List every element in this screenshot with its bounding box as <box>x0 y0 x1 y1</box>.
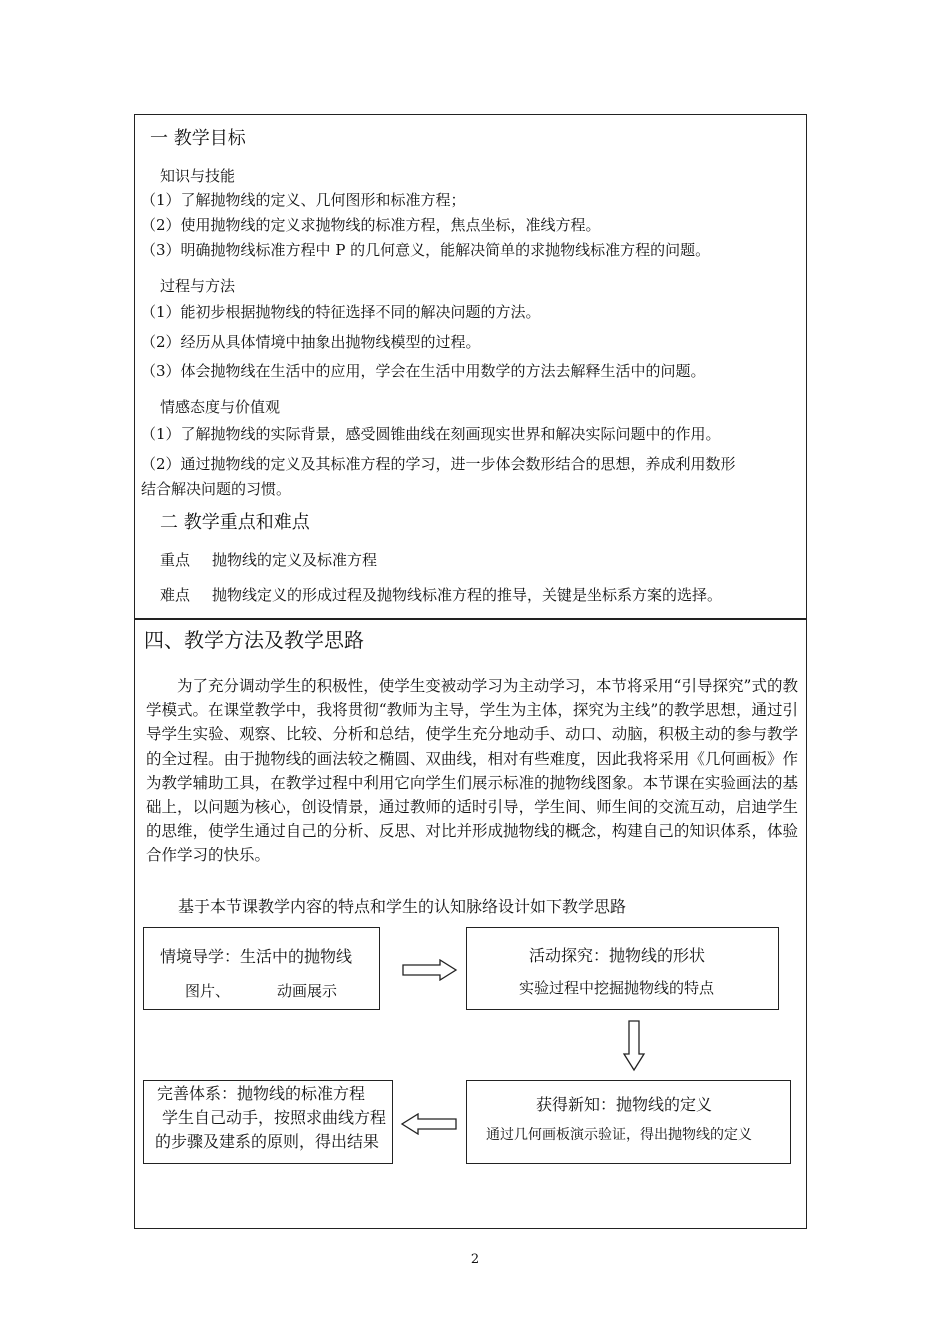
flow-box-new-knowledge-title: 获得新知：抛物线的定义 <box>536 1095 713 1114</box>
process-item: （1）能初步根据抛物线的特征选择不同的解决问题的方法。 <box>141 303 541 321</box>
section2-heading: 二 教学重点和难点 <box>160 512 310 533</box>
page-number: 2 <box>470 1252 480 1267</box>
emotion-item: 结合解决问题的习惯。 <box>141 480 292 498</box>
flow-box-activity-sub: 实验过程中挖掘抛物线的特点 <box>519 979 715 997</box>
flow-box-situation-title: 情境导学：生活中的抛物线 <box>160 947 353 966</box>
difficulty-label: 难点 <box>160 586 191 604</box>
key-point-text: 抛物线的定义及标准方程 <box>212 551 378 569</box>
section1-heading: 一 教学目标 <box>150 128 246 149</box>
difficulty-text: 抛物线定义的形成过程及抛物线标准方程的推导，关键是坐标系方案的选择。 <box>212 586 723 604</box>
arrow-right-icon <box>402 959 458 981</box>
key-point-label: 重点 <box>160 551 191 569</box>
knowledge-item: （1）了解抛物线的定义、几何图形和标准方程； <box>141 191 466 209</box>
emotion-item: （2）通过抛物线的定义及其标准方程的学习，进一步体会数形结合的思想，养成利用数形 <box>141 455 736 473</box>
flow-box-system-line3: 的步骤及建系的原则，得出结果 <box>155 1132 380 1151</box>
flow-box-system-line1: 完善体系：抛物线的标准方程 <box>157 1084 366 1103</box>
knowledge-title: 知识与技能 <box>160 167 236 185</box>
flow-intro: 基于本节课教学内容的特点和学生的认知脉络设计如下教学思路 <box>178 897 627 916</box>
arrow-left-icon <box>400 1113 458 1135</box>
process-title: 过程与方法 <box>160 277 236 295</box>
flow-box-situation-sub-b: 动画展示 <box>277 982 338 1000</box>
section4-heading: 四、教学方法及教学思路 <box>144 628 364 652</box>
process-item: （3）体会抛物线在生活中的应用，学会在生活中用数学的方法去解释生活中的问题。 <box>141 362 706 380</box>
flow-box-new-knowledge <box>466 1080 791 1164</box>
flow-box-new-knowledge-sub: 通过几何画板演示验证，得出抛物线的定义 <box>486 1127 752 1143</box>
emotion-item: （1）了解抛物线的实际背景，感受圆锥曲线在刻画现实世界和解决实际问题中的作用。 <box>141 425 721 443</box>
emotion-title: 情感态度与价值观 <box>160 398 281 416</box>
flow-box-system-line2: 学生自己动手，按照求曲线方程 <box>162 1108 387 1127</box>
arrow-down-icon <box>622 1020 646 1072</box>
knowledge-item: （2）使用抛物线的定义求抛物线的标准方程，焦点坐标，准线方程。 <box>141 216 601 234</box>
method-paragraph: 为了充分调动学生的积极性，使学生变被动学习为主动学习，本节将采用“引导探究”式的教学模式。在课堂教学中，我将贯彻“教师为主导，学生为主体，探究为主线”的教学思想，通过引导学生实验、观察、比较、分析和总结，使学生充分地动手、动口、动脑，积极主动的参与教学的全过程。由于抛物线的画法较之椭圆、双曲线，相对有些难度，因此我将采用《几何画板》作为教学辅助工具，在教学过程中利用它向学生们展示标准的抛物线图象。本节课在实验画法的基础上，以问题为核心，创设情景，通过教师的适时引导，学生间、师生间的交流互动，启迪学生的思维，使学生通过自己的分析、反思、对比并形成抛物线的概念，构建自己的知识体系，体验合作学习的快乐。 <box>146 677 798 865</box>
process-item: （2）经历从具体情境中抽象出抛物线模型的过程。 <box>141 333 481 351</box>
flow-box-situation-sub-a: 图片、 <box>185 982 231 1000</box>
knowledge-item: （3）明确抛物线标准方程中 P 的几何意义，能解决简单的求抛物线标准方程的问题。 <box>141 241 711 259</box>
flow-box-activity-title: 活动探究：抛物线的形状 <box>529 946 706 965</box>
flow-box-situation <box>143 927 380 1010</box>
